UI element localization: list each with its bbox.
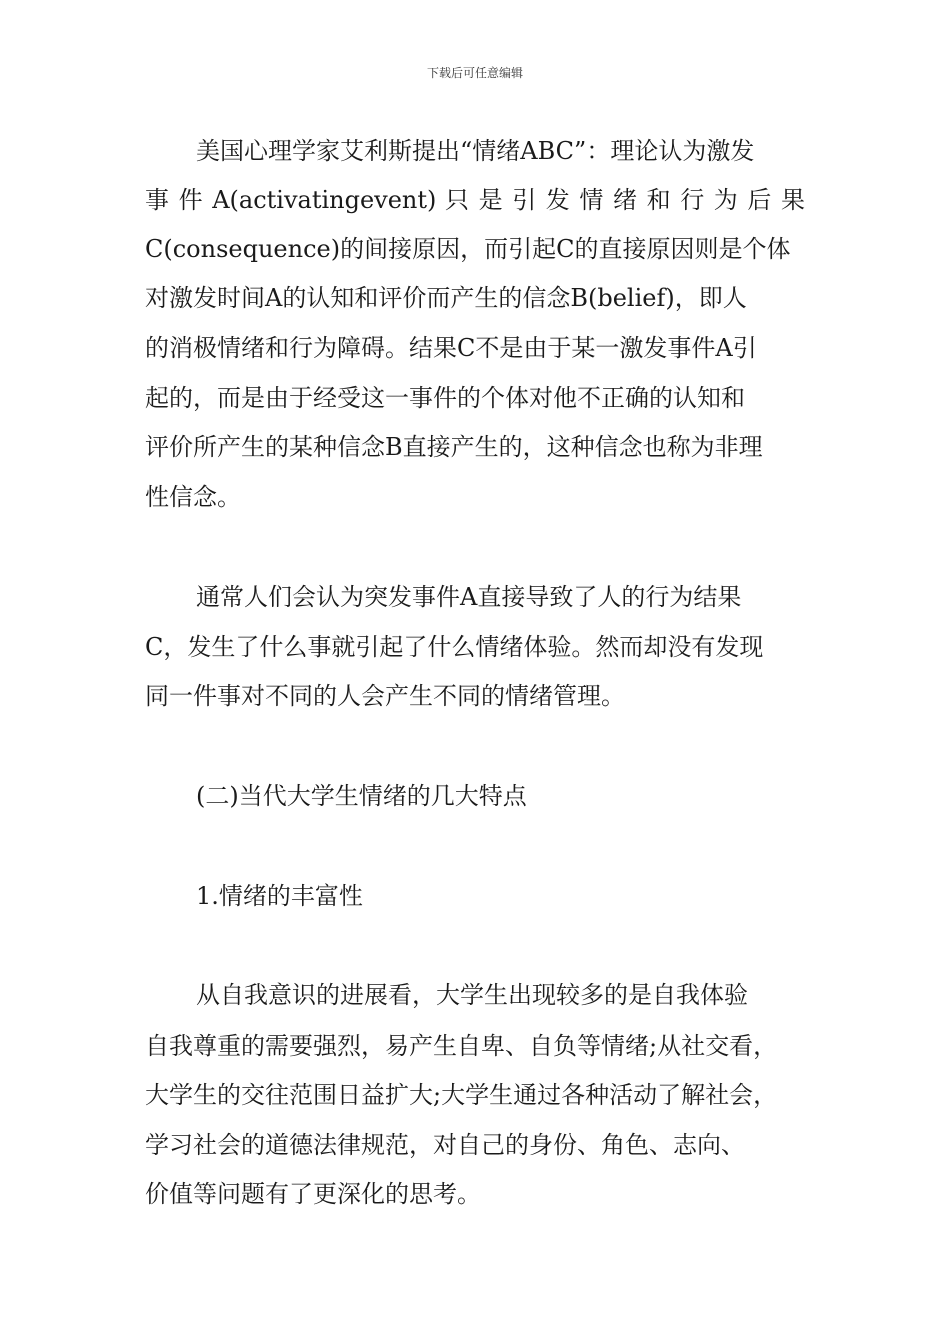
paragraph-line: 评价所产生的某种信念B直接产生的，这种信念也称为非理 (145, 433, 763, 461)
paragraph-line: C，发生了什么事就引起了什么情绪体验。然而却没有发现 (145, 633, 764, 661)
paragraph-line: 同一件事对不同的人会产生不同的情绪管理。 (145, 682, 625, 710)
paragraph-line: C(consequence)的间接原因，而引起C的直接原因则是个体 (145, 235, 791, 263)
paragraph-line: 事 件 A(activatingevent) 只 是 引 发 情 绪 和 行 为 后 果 (145, 186, 805, 214)
paragraph-line: 的消极情绪和行为障碍。结果C不是由于某一激发事件A引 (145, 334, 757, 362)
paragraph-line: 通常人们会认为突发事件A直接导致了人的行为结果 (196, 583, 742, 611)
paragraph-line: 学习社会的道德法律规范，对自己的身份、角色、志向、 (145, 1131, 745, 1159)
page-header: 下载后可任意编辑 (426, 66, 523, 80)
section-heading: (二)当代大学生情绪的几大特点 (196, 782, 527, 810)
paragraph-line: 对激发时间A的认知和评价而产生的信念B(belief)，即人 (145, 284, 747, 312)
paragraph-line: 大学生的交往范围日益扩大;大学生通过各种活动了解社会， (145, 1081, 778, 1109)
paragraph-line: 价值等问题有了更深化的思考。 (145, 1180, 481, 1208)
subheading: 1.情绪的丰富性 (196, 882, 363, 910)
paragraph-line: 美国心理学家艾利斯提出“情绪ABC”：理论认为激发 (196, 137, 755, 165)
paragraph-line: 自我尊重的需要强烈，易产生自卑、自负等情绪;从社交看， (145, 1032, 778, 1060)
paragraph-line: 性信念。 (145, 483, 241, 511)
paragraph-line: 起的，而是由于经受这一事件的个体对他不正确的认知和 (145, 384, 745, 412)
paragraph-line: 从自我意识的进展看，大学生出现较多的是自我体验 (196, 981, 748, 1009)
